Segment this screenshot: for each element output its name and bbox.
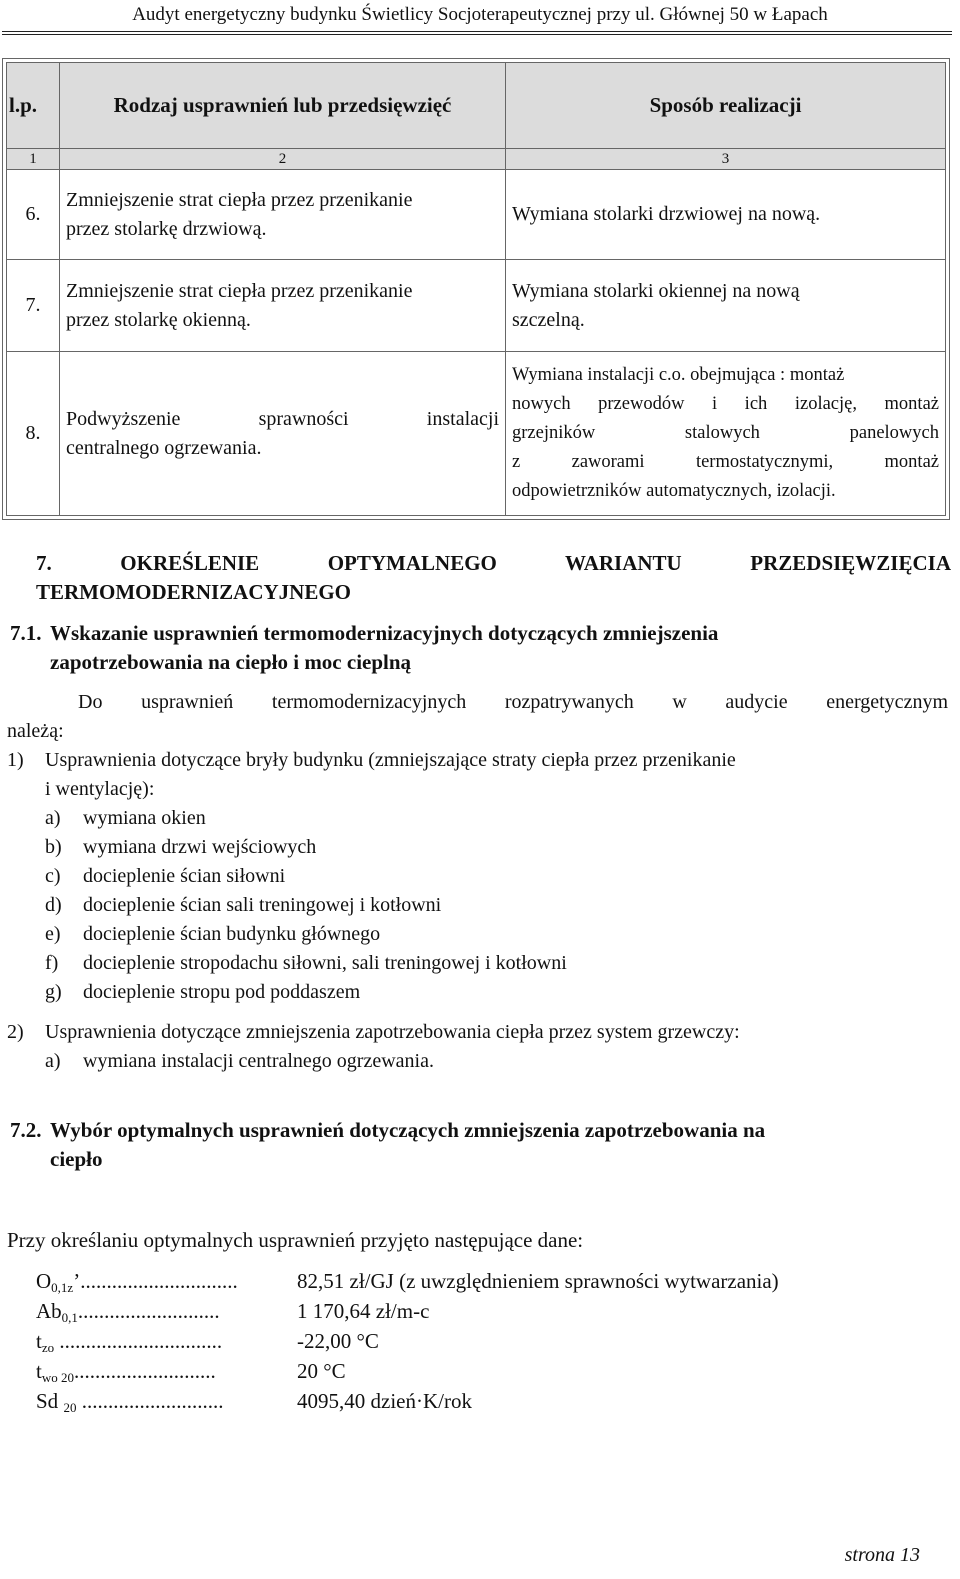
subsection-heading-7-2 [10, 1116, 950, 1174]
text-line: grzejników stalowych panelowych [512, 423, 939, 443]
header-divider [2, 31, 952, 32]
improvement-type [60, 352, 506, 516]
header-type: Rodzaj usprawnień lub przedsięwzięć [60, 63, 506, 149]
list-text: docieplenie stropu pod poddaszem [83, 981, 361, 1003]
list-marker: 1) [7, 749, 24, 771]
implementation-method [506, 170, 946, 260]
symbol-subscript: 20 [63, 1400, 77, 1415]
list-item [45, 920, 380, 949]
list-text: Usprawnienia dotyczące zmniejszenia zapotrzebowania ciepła przez system grzewczy: [45, 1021, 740, 1043]
intro-line [78, 688, 948, 717]
list-marker: g) [45, 981, 62, 1003]
list-text: i wentylację): [45, 778, 155, 800]
list-item [45, 891, 441, 920]
list-item [45, 949, 567, 978]
symbol-subscript: zo [41, 1340, 55, 1355]
data-value: 20 °C [297, 1359, 346, 1383]
symbol: t [36, 1359, 42, 1383]
leader-dots: ........................... [73, 1359, 216, 1383]
heading-line: zapotrzebowania na ciepło i moc cieplną [50, 650, 412, 674]
leader-dots: ............................... [54, 1329, 223, 1353]
heading-line: Wskazanie usprawnień termomodernizacyjnych dotyczących zmniejszenia [50, 621, 719, 645]
heading-line: Wybór optymalnych usprawnień dotyczących zmniejszenia zapotrzebowania na [50, 1118, 766, 1142]
col-number-1: 1 [7, 149, 60, 170]
list-item [45, 833, 316, 862]
data-value: 82,51 zł/GJ (z uwzględnieniem sprawności wytwarzania) [297, 1269, 779, 1293]
text-line: Do usprawnień termomodernizacyjnych rozpatrywanych w audycie energetycznym [78, 691, 948, 713]
text-line: przez stolarkę drzwiową. [66, 217, 267, 240]
list-text: wymiana instalacji centralnego ogrzewania. [83, 1050, 434, 1072]
text-line: centralnego ogrzewania. [66, 436, 262, 459]
section-heading [36, 549, 951, 607]
improvement-type [60, 260, 506, 352]
leader-dots: ........................... [76, 1389, 224, 1413]
text-line: Zmniejszenie strat ciepła przez przenikanie [66, 188, 413, 211]
data-row [36, 1326, 379, 1356]
list-item [45, 862, 285, 891]
subsection-number: 7.2. [10, 1118, 42, 1142]
symbol: O [36, 1269, 52, 1293]
text-line: Wymiana stolarki drzwiowej na nową. [512, 203, 821, 225]
col-number-3: 3 [506, 149, 946, 170]
subsection-number: 7.1. [10, 621, 42, 645]
col-number-2: 2 [60, 149, 506, 170]
list-marker: d) [45, 894, 62, 916]
leader-dots: ........................... [77, 1299, 220, 1323]
text-line: Zmniejszenie strat ciepła przez przenikanie [66, 279, 413, 302]
symbol: t [36, 1329, 42, 1353]
implementation-method [506, 260, 946, 352]
page-number: strona 13 [844, 1544, 920, 1566]
leader-dots: ’.............................. [73, 1269, 238, 1293]
list-marker: e) [45, 923, 61, 945]
data-row [36, 1266, 779, 1296]
list-marker: b) [45, 836, 62, 858]
list-text: docieplenie stropodachu siłowni, sali treningowej i kotłowni [83, 952, 567, 974]
header-method: Sposób realizacji [506, 63, 946, 149]
list-item [7, 1018, 740, 1047]
header-lp: l.p. [7, 63, 60, 149]
data-value: 1 170,64 zł/m-c [297, 1299, 430, 1323]
table-row [7, 170, 946, 260]
symbol-subscript: wo 20 [41, 1370, 74, 1385]
row-number: 6. [7, 170, 60, 260]
data-value: 4095,40 dzień·K/rok [297, 1389, 472, 1413]
text-line: szczelną. [512, 308, 585, 331]
row-number: 7. [7, 260, 60, 352]
text-line: Podwyższenie sprawności instalacji [66, 407, 499, 430]
heading-line: 7. OKREŚLENIE OPTYMALNEGO WARIANTU PRZEDSIĘWZIĘCIA [36, 551, 951, 575]
symbol-subscript: 0,1 [61, 1310, 78, 1325]
table-row [7, 260, 946, 352]
data-row [36, 1356, 346, 1386]
header-divider-2 [2, 34, 952, 35]
symbol: Sd [36, 1389, 64, 1413]
text-line: należą: [7, 720, 64, 742]
heading-line: TERMOMODERNIZACYJNEGO [36, 580, 352, 604]
text-line: odpowietrzników automatycznych, izolacji. [512, 481, 836, 501]
list-marker: f) [45, 952, 59, 974]
data-value: -22,00 °C [297, 1329, 379, 1353]
data-row [36, 1296, 429, 1326]
list-text: docieplenie ścian siłowni [83, 865, 286, 887]
symbol-subscript: 0,1z [51, 1280, 74, 1295]
list-marker: a) [45, 807, 61, 829]
improvements-table [2, 58, 950, 520]
heading-line: ciepło [50, 1147, 103, 1171]
list-text: docieplenie ścian budynku głównego [83, 923, 381, 945]
text-line: nowych przewodów i ich izolację, montaż [512, 394, 939, 414]
list-item [7, 746, 947, 775]
implementation-method [506, 352, 946, 516]
improvement-type [60, 170, 506, 260]
list-text: Usprawnienia dotyczące bryły budynku (zmniejszające straty ciepła przez przenikanie [45, 749, 736, 771]
list-marker: a) [45, 1050, 61, 1072]
table-row [7, 352, 946, 516]
list-item [45, 804, 206, 833]
list-marker: 2) [7, 1021, 24, 1043]
list-item [45, 1047, 434, 1076]
list-item [45, 978, 360, 1007]
symbol: Ab [36, 1299, 62, 1323]
data-row [36, 1386, 472, 1416]
subsection-heading-7-1 [10, 619, 950, 677]
list-marker: c) [45, 865, 61, 887]
list-text: docieplenie ścian sali treningowej i kotłowni [83, 894, 442, 916]
list-text: wymiana drzwi wejściowych [83, 836, 317, 858]
text-line: z zaworami termostatycznymi, montaż [512, 452, 939, 472]
text-line: Wymiana instalacji c.o. obejmująca : montaż [512, 365, 845, 385]
text-line: przez stolarkę okienną. [66, 308, 251, 331]
list-text: wymiana okien [83, 807, 206, 829]
text-line: Wymiana stolarki okiennej na nową [512, 279, 800, 302]
data-intro: Przy określaniu optymalnych usprawnień przyjęto następujące dane: [7, 1228, 584, 1252]
row-number: 8. [7, 352, 60, 516]
page-header: Audyt energetyczny budynku Świetlicy Socjoterapeutycznej przy ul. Głównej 50 w Łapach [132, 4, 828, 25]
